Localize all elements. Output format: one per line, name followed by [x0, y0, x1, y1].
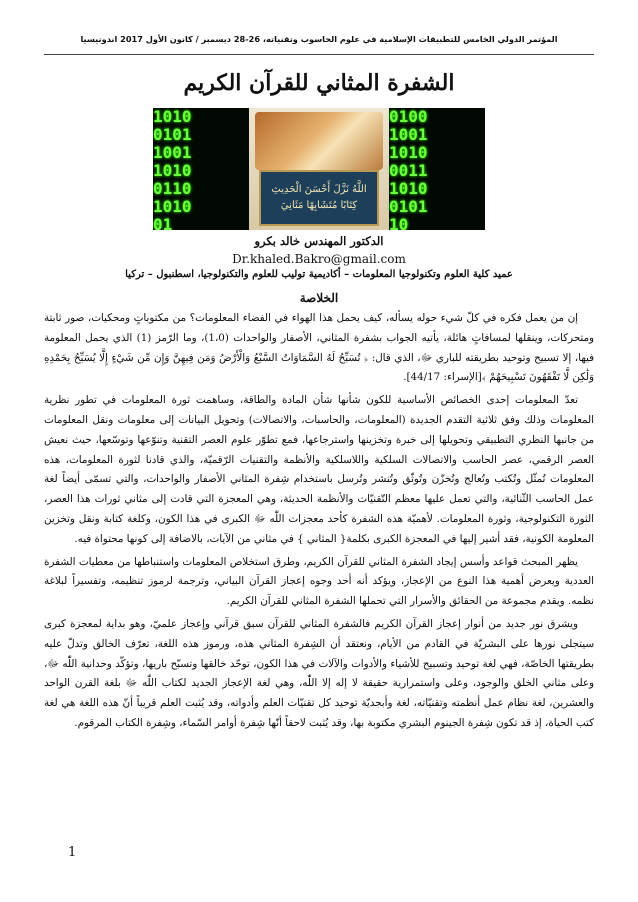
- abstract-body: [44, 309, 594, 849]
- author-name: الدكتور المهندس خالد بكرو: [254, 234, 384, 248]
- paragraph: تعدّ المعلومات إحدى الخصائص الأساسية للكون شأنها شأن المادة والطاقة، وساهمت ثورة المعلومات في تطور نظرية المعلومات وذلك وفق ثلاثية التقدم الجديدة (المعلومات، والحاسبات، والاتصالات) وتحويل البيانات إلى معلومات ونقل المعلومات من جانبها النظري التطبيقي وتحويلها إلى خبرة وتخزينها واسترجاعها، فمع تطوّر علوم العصر التقنية وتنوّعها وتوسّعها، حيث نعيش العصر الرقمي، عصر الحاسب والاتصالات السلكية واللاسلكية والأنظمة والتقنيات الرّقميّة، والذي قادنا لثورة المعلومات، هذه المعلومات تُمثّل وتُكتب وتُعالج وتُخزّن وتُوثّق وتُنشر وتُرسل باستخدام شِفرة المثاني الأصفار والواحدات، والتي تسمّى أيضاً لغة عمل الحاسب الثّنائية، والتي تعمل عليها معظم التّقنيّات والأنظمة الحديثة، وهي المعجزة التي قادت إلى مثاني ثورات هذا العصر، الثورة التكنولوجية، وثورة المعلومات. لأهميّة هذه الشفرة كأحد معجزات اللّٰه ﷻ الكبرى في هذا الكون، وكلغة كتابة ونقل وتخزين المعلومة الكونية، فقد أشير إليها في المعجزة الكبرى بكلمة{ المثاني } في مثاني من الآيات، بالاضافة إلى كونها محتواة فيه.: [44, 394, 594, 545]
- abstract-heading: الخلاصة: [299, 291, 339, 305]
- cover-ayah: اللَّهُ نَزَّلَ أَحْسَنَ الْحَدِيثِ كِتَابًا مُتَشَابِهًا مَثَانِيَ: [271, 184, 367, 211]
- conference-header: المؤتمر الدولي الخامس للتطبيقات الإسلامية في علوم الحاسوب وتقنياته، 26-28 ديسمبر / كانون الأول 2017 اندونيسيا: [80, 34, 558, 44]
- binary-code-right: 0100 1001 1010 0011 1010 0101 10: [389, 108, 485, 230]
- paper-title: الشفرة المثاني للقرآن الكريم: [183, 70, 455, 96]
- header-rule: [44, 54, 594, 55]
- paragraph: إن من يعمل فكره في كلّ شيء حوله يسأله، كيف يحمل هذا الهواء في الفضاء المعلومات؟ من مكتوباتٍ ومحكيات، صور ثابتة ومتحركات، وينقلها لمسافاتٍ هائلة، يأتيه الجواب بشفرة المثاني، الأصفار والواحدات (1،0)، وما الرّمز (1) الذي يحمل المعلومة فيها، إلا تسبيح وتوحيد بطريقته للباري ﷻ، الذي قال: ﴿ تُسَبِّحُ لَهُ السَّمَاوَاتُ السَّبْعُ وَالْأَرْضُ وَمَن فِيهِنَّ وَإِن مِّن شَيْءٍ إِلَّا يُسَبِّحُ بِحَمْدِهِ وَلَٰكِن لَّا تَفْقَهُونَ تَسْبِيحَهُمْ ﴾[الإسراء: 44/17].: [44, 312, 594, 384]
- author-email: Dr.khaled.Bakro@gmail.com: [232, 252, 406, 266]
- author-affiliation: عميد كلية العلوم وتكنولوجيا المعلومات – أكاديمية توليب للعلوم والتكنولوجيا، اسطنبول – تركيا: [125, 269, 513, 280]
- book-pages: [255, 112, 383, 170]
- quran-book-image: [249, 108, 389, 230]
- paragraph: ويشرق نور جديد من أنوار إعجاز القرآن الكريم فالشفرة المثاني للقرآن سبق قرآني وإعجاز علميّ، وهو بداية لمعجزة كبرى سيتجلى نورها على البشريّة في القادم من الأيام، ونعتقد أن الشِفرة المثاني هذه، ورموز هذه اللغة، تعرّف الخالق وتدلّ عليه بطريقتها الخاصّة، فهي لغة توحيد وتسبيح للأشياء والأدوات والآلات في هذا الكون، توحّد خالقها وتسبّح باريها، وتؤكّد وحدانية اللّٰه ﷻ، وعلى مثاني الخلق والوجود، وعلى واستمرارية حقيقة لا إله إلا اللّٰه، وهي لغة الإعجاز الجديد لكتاب اللّٰه ﷻ بلغة القرن الواحد والعشرين، لغة نظام عمل أنظمته وتقنيّاته، لغة وأبجديّة توحيد كل تقنيّات العلم وأدواته، وقد يُثبت العلم قريباً أنّ هذه اللغة هي لغة كتب الحياة، إذ قد تكون شِفرة الجينوم البشري مكتوبة بها، وقد يُثبت لاحقاً أنّها شِفرة أوامر السّماء، وشِفرة الكتاب المرقوم.: [44, 617, 594, 729]
- page-number: 1: [68, 845, 77, 860]
- paragraph: يظهر المبحث قواعد وأسس إيجاد الشفرة المثاني للقرآن الكريم، وطرق استخلاص المعلومات واستنباطها من معطيات الشفرة العددية ويعرض أهمية هذا النوع من الإعجاز، ويؤكد أنه أحد وجوه إعجاز القرآن البياني، وترجمة لرموز تنظيمه، وتفسيراً لبلاغة نظمه. ويقدم مجموعة من الحقائق والأسرار التي تحملها الشفرة المثاني للقرآن الكريم.: [44, 555, 594, 608]
- book-cover: [259, 170, 379, 226]
- cover-image: [153, 108, 485, 230]
- binary-code-left: 1010 0101 1001 1010 0110 1010 01: [153, 108, 249, 230]
